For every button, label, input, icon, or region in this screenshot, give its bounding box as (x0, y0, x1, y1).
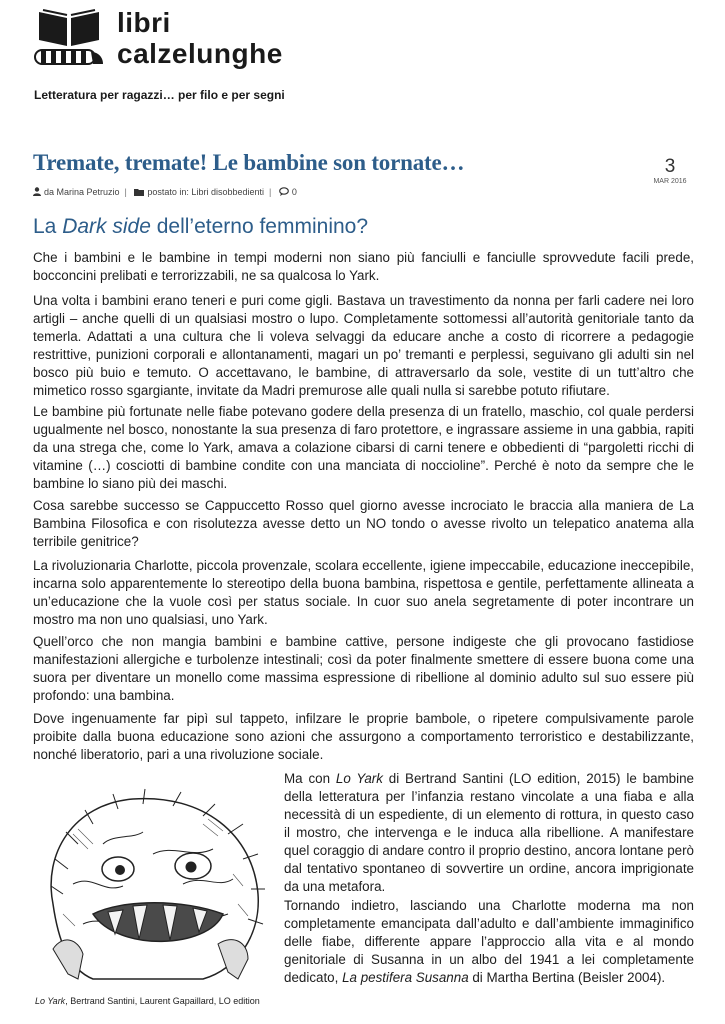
post-comments-count[interactable]: 0 (291, 187, 297, 197)
body-paragraph-side: Ma con Lo Yark di Bertrand Santini (LO edition, 2015) le bambine della letteratura per l’infanzia restano vincolate a una fiaba e alla necessità di un espediente, di un elemento di rottura, in questo caso il mostro, che intervenga e le induca alla ribellione. A manifestare quel coraggio di andare contro il proprio destino, ancora lontane però dal tentativo spontaneo di sovvertire un ordine, ancora imprigionate da una metafora. (284, 771, 694, 894)
book-title: Lo Yark (335, 771, 383, 786)
logo-text-line1: libri (117, 7, 171, 38)
body-paragraph: Cosa sarebbe successo se Cappuccetto Rosso quel giorno avesse incrociato le braccia alla maniera de La Bambina Filosofica e con risolutezza avesse detto un NO tondo o avesse rivolto un telepatico anatema alla terribile genitrice? (33, 498, 694, 549)
subheading-emphasis: Dark side (62, 215, 151, 238)
post-title[interactable]: Tremate, tremate! Le bambine son tornate… (33, 150, 465, 175)
post-date-month: MAR 2016 (653, 178, 687, 185)
body-paragraph-side: Tornando indietro, lasciando una Charlotte moderna ma non completamente emancipata dall’adulto e dall’ambiente immaginifico delle fiabe, differente appare l’approccio alla vita e al mondo genitoriale di Susanna in un albo del 1941 a lei completamente dedicato, La pestifera Susanna di Martha Bertina (Beisler 2004). (284, 898, 694, 985)
folder-icon (134, 188, 144, 196)
post-meta: da Marina Petruzio | postato in: Libri disobbedienti | 0 (33, 187, 297, 197)
comment-icon (279, 187, 289, 196)
body-paragraph: La rivoluzionaria Charlotte, piccola provenzale, scolara eccellente, igiene impeccabile, educazione ineccepibile, incarna solo apparentemente lo stereotipo della buona bambina, rispettosa e gentile, perfettamente allineata a un’educazione che la vuole così per status sociale. In cuor suo anela segretamente di poter incontrare un mostro ma non uno qualsiasi, uno Yark. (33, 558, 694, 627)
logo-books-icon (33, 6, 105, 70)
site-tagline: Letteratura per ragazzi… per filo e per segni (34, 88, 285, 102)
logo-text-line2: calzelunghe (117, 38, 283, 69)
post-author[interactable]: da Marina Petruzio (44, 187, 120, 197)
yark-illustration[interactable] (33, 774, 273, 989)
body-paragraph: Le bambine più fortunate nelle fiabe potevano godere della presenza di un fratello, maschio, col quale perdersi ugualmente nel bosco, nonostante la sua presenza di faro protettore, e ingrassare assieme in una gabbia, rapiti da una strega che, come lo Yark, amava a colazione cibarsi di carni tenere e obbedienti di “pargoletti ricchi di vitamine (…) cosciotti di bambine condite con una manciata di noccioline”. Perché è noto da sempre che le bambine lo siano più dei maschi. (33, 404, 694, 491)
post-date (640, 157, 700, 187)
body-paragraph: Che i bambini e le bambine in tempi moderni non siano più fanciulli e fanciulle sprovvedute facili prede, bocconcini prelibati e terrorizzabili, ne sa qualcosa lo Yark. (33, 250, 694, 283)
post-subheading: La Dark side dell’eterno femminino? (33, 215, 369, 238)
figure-caption: Lo Yark, Bertrand Santini, Laurent Gapaillard, LO edition (35, 996, 260, 1006)
body-paragraph: Quell’orco che non mangia bambini e bambine cattive, persone indigeste che gli provocano fastidiose manifestazioni allergiche e turbolenze intestinali; così da poter finalmente smettere di essere buona come una suora per diventare un monello come massima espressione di ribellione al dominio adulto sul suo essere più profondo: una bambina. (33, 634, 694, 703)
book-title: La pestifera Susanna (342, 970, 469, 985)
body-paragraph: Dove ingenuamente far pipì sul tappeto, infilzare le proprie bambole, o ripetere compulsivamente parole proibite dalla buona educazione sono azioni che assurgono a comportamento terroristico e destabilizzante, nonché liberatorio, pari a una rivoluzione sociale. (33, 711, 694, 762)
post-category[interactable]: postato in: Libri disobbedienti (147, 187, 264, 197)
user-icon (33, 187, 41, 196)
body-paragraph: Una volta i bambini erano teneri e puri come gigli. Bastava un travestimento da nonna per farli cadere nei loro artigli – anche quelli di un qualsiasi mostro o lupo. Completamente sottomessi all’autorità genitoriale tanto da temerla. Adattati a una cultura che li voleva selvaggi da educare anche a costo di ricorrere a pedagogie restrittive, punizioni corporali e allontanamenti, magari un po’ tremanti e perplessi, seguivano gli adulti sin nel bosco più buio e temuto. O accettavano, le bambine, di attraversarlo da sole, vestite di un tutt’altro che mimetico rosso sgargiante, invitate da Madri premurose alle quali nulla si sarebbe potuto rifiutare. (33, 293, 694, 398)
post-date-day: 3 (664, 156, 676, 177)
site-logo[interactable] (33, 6, 283, 72)
